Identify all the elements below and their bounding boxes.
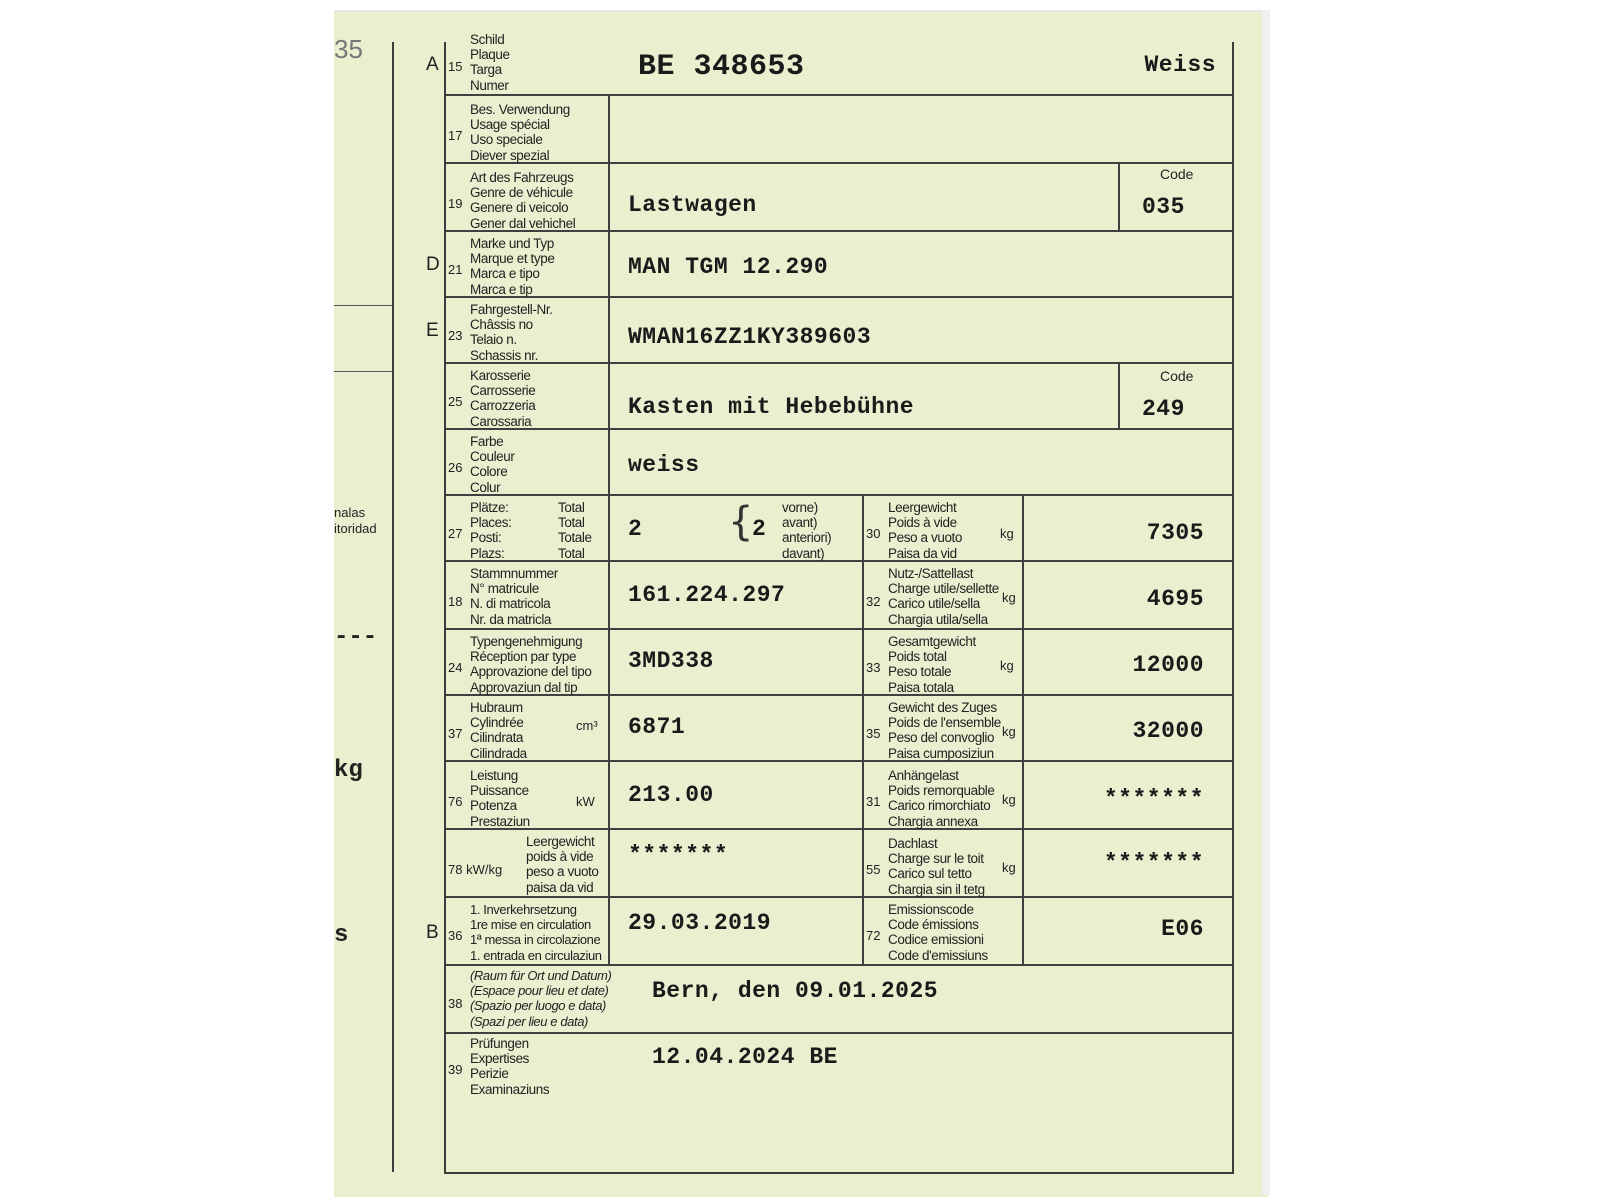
registration-document xyxy=(334,10,1268,1197)
field-label-payload: Nutz-/Sattellast Charge utile/sellette Carico utile/sella Chargia utila/sella xyxy=(888,566,999,627)
field-number: 26 xyxy=(448,460,463,475)
margin-scribble: 35 xyxy=(334,34,363,64)
field-number: 27 xyxy=(448,526,463,541)
unit-label: kg xyxy=(1002,590,1016,605)
seats-front-value: 2 xyxy=(752,516,767,542)
field-number: 15 xyxy=(448,59,463,74)
field-label-seats-total: Total Total Totale Total xyxy=(558,500,592,561)
vehicle-type-code: 035 xyxy=(1142,194,1185,220)
field-label-displacement: Hubraum Cylindrée Cilindrata Cilindrada xyxy=(470,700,527,761)
margin-text-partial: itoridad xyxy=(334,521,377,536)
field-label-seats: Plätze: Places: Posti: Plazs: xyxy=(470,500,512,561)
field-label-power: Leistung Puissance Potenza Prestaziun xyxy=(470,768,530,829)
inspection-value: 12.04.2024 BE xyxy=(652,1044,838,1070)
chassis-number-value: WMAN16ZZ1KY389603 xyxy=(628,324,872,350)
field-number: 55 xyxy=(866,862,881,877)
type-approval-value: 3MD338 xyxy=(628,648,714,674)
field-label-train-weight: Gewicht des Zuges Poids de l'ensemble Peso del convoglio Paisa cumposiziun xyxy=(888,700,1001,761)
margin-dashes: --- xyxy=(334,624,378,651)
margin-s: s xyxy=(334,922,349,949)
field-number: 33 xyxy=(866,660,881,675)
field-label-power-weight: Leergewicht poids à vide peso a vuoto paisa da vid xyxy=(526,834,599,895)
trailer-load-value: ******* xyxy=(1103,786,1204,812)
field-label-empty-weight: Leergewicht Poids à vide Peso a vuoto Paisa da vid xyxy=(888,500,963,561)
field-label-master-number: Stammnummer N° matricule N. di matricola Nr. da matricla xyxy=(470,566,558,627)
field-number: 76 xyxy=(448,794,463,809)
power-weight-value: ******* xyxy=(628,842,729,868)
section-letter-e: E xyxy=(426,320,439,341)
plate-number-value: BE 348653 xyxy=(638,50,805,84)
empty-weight-value: 7305 xyxy=(1146,520,1204,546)
field-number: 39 xyxy=(448,1062,463,1077)
field-number: 18 xyxy=(448,594,463,609)
margin-text-partial: nalas xyxy=(334,505,366,520)
roof-load-value: ******* xyxy=(1103,850,1204,876)
field-label-trailer-load: Anhängelast Poids remorquable Carico rimorchiato Chargia annexa xyxy=(888,768,995,829)
unit-label: kg xyxy=(1000,658,1014,673)
first-registration-value: 29.03.2019 xyxy=(628,910,772,936)
field-number: 19 xyxy=(448,196,463,211)
unit-label: kW xyxy=(576,794,595,809)
field-number: 35 xyxy=(866,726,881,741)
unit-label: kg xyxy=(1002,724,1016,739)
field-number: 37 xyxy=(448,726,463,741)
field-label-roof-load: Dachlast Charge sur le toit Carico sul tetto Chargia sin il tetg xyxy=(888,836,985,897)
field-number: 24 xyxy=(448,660,463,675)
master-number-value: 161.224.297 xyxy=(628,582,786,608)
code-label: Code xyxy=(1160,166,1194,182)
place-date-value: Bern, den 09.01.2025 xyxy=(652,978,939,1004)
field-number: 36 xyxy=(448,928,463,943)
train-weight-value: 32000 xyxy=(1132,718,1204,744)
body-type-code: 249 xyxy=(1142,396,1185,422)
field-label-special-use: Bes. Verwendung Usage spécial Uso speciale Diever spezial xyxy=(470,102,570,163)
field-number: 30 xyxy=(866,526,881,541)
unit-label: cm³ xyxy=(576,718,598,733)
field-label-place-date: (Raum für Ort und Datum) (Espace pour lieu et date) (Spazio per luogo e data) (Spazi per lieu e data) xyxy=(470,968,612,1029)
margin-kg: kg xyxy=(334,757,363,784)
plate-color-value: Weiss xyxy=(1144,52,1216,78)
field-number: 78 kW/kg xyxy=(448,862,503,877)
field-label-body: Karosserie Carrosserie Carrozzeria Carossaria xyxy=(470,368,536,429)
section-letter-a: A xyxy=(426,54,439,75)
field-label-type-approval: Typengenehmigung Réception par type Approvazione del tipo Approvaziun dal tip xyxy=(470,634,592,695)
field-label-make-model: Marke und Typ Marque et type Marca e tipo Marca e tip xyxy=(470,236,555,297)
field-label-vehicle-type: Art des Fahrzeugs Genre de véhicule Genere di veicolo Gener dal vehichel xyxy=(470,170,576,231)
payload-value: 4695 xyxy=(1146,586,1204,612)
field-label-total-weight: Gesamtgewicht Poids total Peso totale Paisa totala xyxy=(888,634,976,695)
make-model-value: MAN TGM 12.290 xyxy=(628,254,829,280)
left-adjacent-page xyxy=(334,34,394,1172)
vehicle-form xyxy=(426,32,1234,1174)
field-label-chassis: Fahrgestell-Nr. Châssis no Telaio n. Schassis nr. xyxy=(470,302,553,363)
field-number: 17 xyxy=(448,128,463,143)
field-number: 32 xyxy=(866,594,881,609)
brace-glyph: { xyxy=(728,499,754,545)
field-label-emission-code: Emissionscode Code émissions Codice emissioni Code d'emissiuns xyxy=(888,902,988,963)
field-label-plate: Schild Plaque Targa Numer xyxy=(470,32,510,93)
section-letter-b: B xyxy=(426,922,439,943)
seats-total-value: 2 xyxy=(628,516,643,542)
field-label-inspections: Prüfungen Expertises Perizie Examinaziuns xyxy=(470,1036,550,1097)
unit-label: kg xyxy=(1002,792,1016,807)
field-label-color: Farbe Couleur Colore Colur xyxy=(470,434,515,495)
emission-code-value: E06 xyxy=(1161,916,1204,942)
field-number: 72 xyxy=(866,928,881,943)
body-type-value: Kasten mit Hebebühne xyxy=(628,394,915,420)
field-label-first-registration: 1. Inverkehrsetzung 1re mise en circulation 1ª messa in circolazione 1. entrada en circulaziun xyxy=(470,902,602,963)
page-shadow xyxy=(1262,10,1270,1195)
field-number: 25 xyxy=(448,394,463,409)
color-value: weiss xyxy=(628,452,700,478)
vehicle-type-value: Lastwagen xyxy=(628,192,757,218)
displacement-value: 6871 xyxy=(628,714,686,740)
field-label-seats-front: vorne) avant) anteriori) davant) xyxy=(782,500,832,561)
unit-label: kg xyxy=(1000,526,1014,541)
power-value: 213.00 xyxy=(628,782,714,808)
field-number: 38 xyxy=(448,996,463,1011)
total-weight-value: 12000 xyxy=(1132,652,1204,678)
field-number: 21 xyxy=(448,262,463,277)
unit-label: kg xyxy=(1002,860,1016,875)
code-label: Code xyxy=(1160,368,1194,384)
field-number: 23 xyxy=(448,328,463,343)
section-letter-d: D xyxy=(426,254,440,275)
field-number: 31 xyxy=(866,794,881,809)
